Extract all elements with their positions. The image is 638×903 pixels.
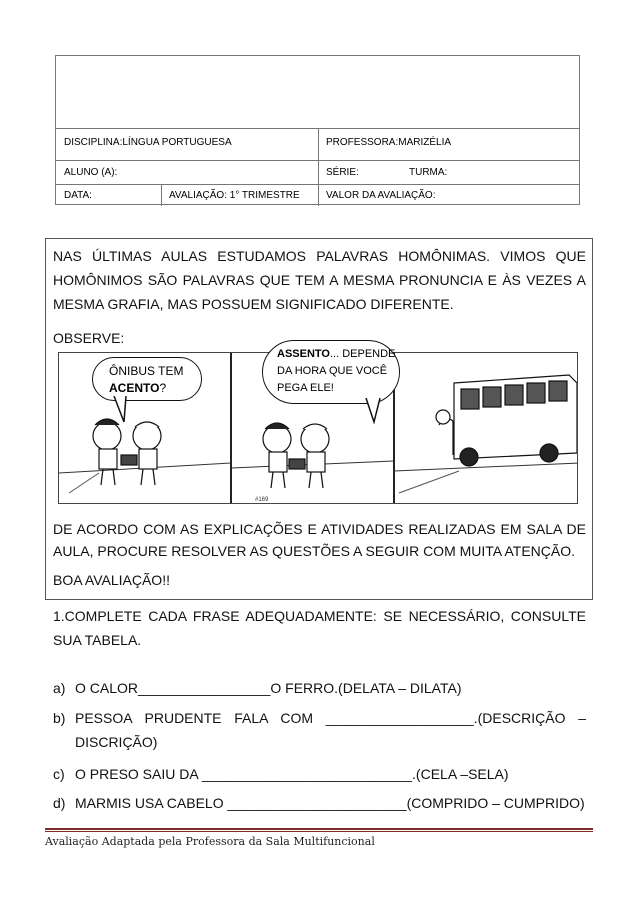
instructions-line-1: DE ACORDO COM AS EXPLICAÇÕES E ATIVIDADES REALIZADAS EM SALA DE xyxy=(53,521,586,537)
bubble-2-tail xyxy=(364,398,386,424)
disciplina-cell: DISCIPLINA:LÍNGUA PORTUGUESA xyxy=(64,137,232,148)
bubble-1-end: ? xyxy=(159,381,167,395)
serie-cell: SÉRIE: xyxy=(326,167,359,178)
observe-label: OBSERVE: xyxy=(53,330,125,346)
kids-panel-1 xyxy=(93,419,161,485)
header-row-data xyxy=(56,184,579,206)
header-row-aluno xyxy=(56,160,579,184)
aluno-cell: ALUNO (A): xyxy=(64,167,118,178)
item-a-text: O CALOR_________________O FERRO.(DELATA – DILATA) xyxy=(75,680,462,696)
item-c-label: c) xyxy=(53,766,65,782)
item-d-text: MARMIS USA CABELO _______________________(COMPRIDO – CUMPRIDO) xyxy=(75,795,585,811)
speech-bubble-2 xyxy=(262,340,400,404)
bubble-2-rest: ... DEPENDE xyxy=(329,348,396,360)
header-row-disciplina xyxy=(56,128,579,160)
item-d-label: d) xyxy=(53,795,66,811)
header-table xyxy=(55,55,580,205)
item-b-label: b) xyxy=(53,710,66,726)
good-luck-text: BOA AVALIAÇÃO!! xyxy=(53,572,170,588)
svg-text:#169: #169 xyxy=(255,497,269,503)
bubble-1-line-1: ÔNIBUS TEM xyxy=(109,364,184,378)
item-a-label: a) xyxy=(53,680,66,696)
turma-cell: TURMA: xyxy=(409,167,448,178)
bubble-2-bold: ASSENTO xyxy=(277,348,330,360)
item-c-text: O PRESO SAIU DA ___________________________.(CELA –SELA) xyxy=(75,766,509,782)
bubble-2-line-3: PEGA ELE! xyxy=(277,382,334,394)
footer-text: Avaliação Adaptada pela Professora da Sala Multifuncional xyxy=(45,835,375,848)
bubble-2-line-2: DA HORA QUE VOCÊ xyxy=(277,365,388,377)
intro-line-1: NAS ÚLTIMAS AULAS ESTUDAMOS PALAVRAS HOMÔNIMAS. VIMOS QUE xyxy=(53,248,586,264)
bus-drawing xyxy=(436,375,577,466)
bubble-1-tail xyxy=(110,396,134,424)
valor-cell: VALOR DA AVALIAÇÃO: xyxy=(326,190,436,201)
intro-line-2: HOMÔNIMOS SÃO PALAVRAS QUE TEM A MESMA PRONUNCIA E ÀS VEZES A xyxy=(53,272,586,288)
footer-rule xyxy=(45,828,593,830)
kids-panel-2 xyxy=(263,423,329,488)
professora-cell: PROFESSORA:MARIZÉLIA xyxy=(326,137,452,148)
question-1-line-2: SUA TABELA. xyxy=(53,632,142,648)
item-b-text: PESSOA PRUDENTE FALA COM ___________________.(DESCRIÇÃO – xyxy=(75,710,586,726)
item-b-continuation: DISCRIÇÃO) xyxy=(75,734,158,750)
speech-bubble-1 xyxy=(92,357,202,401)
bubble-1-bold: ACENTO xyxy=(109,381,160,395)
footer-rule-thin xyxy=(45,831,593,832)
question-1-line-1: 1.COMPLETE CADA FRASE ADEQUADAMENTE: SE NECESSÁRIO, CONSULTE xyxy=(53,608,586,624)
intro-line-3: MESMA GRAFIA, MAS POSSUEM SIGNIFICADO DIFERENTE. xyxy=(53,296,454,312)
instructions-line-2: AULA, PROCURE RESOLVER AS QUESTÕES A SEGUIR COM MUITA ATENÇÃO. xyxy=(53,543,576,559)
avaliacao-cell: AVALIAÇÃO: 1° TRIMESTRE xyxy=(169,190,300,201)
data-cell: DATA: xyxy=(64,190,92,201)
